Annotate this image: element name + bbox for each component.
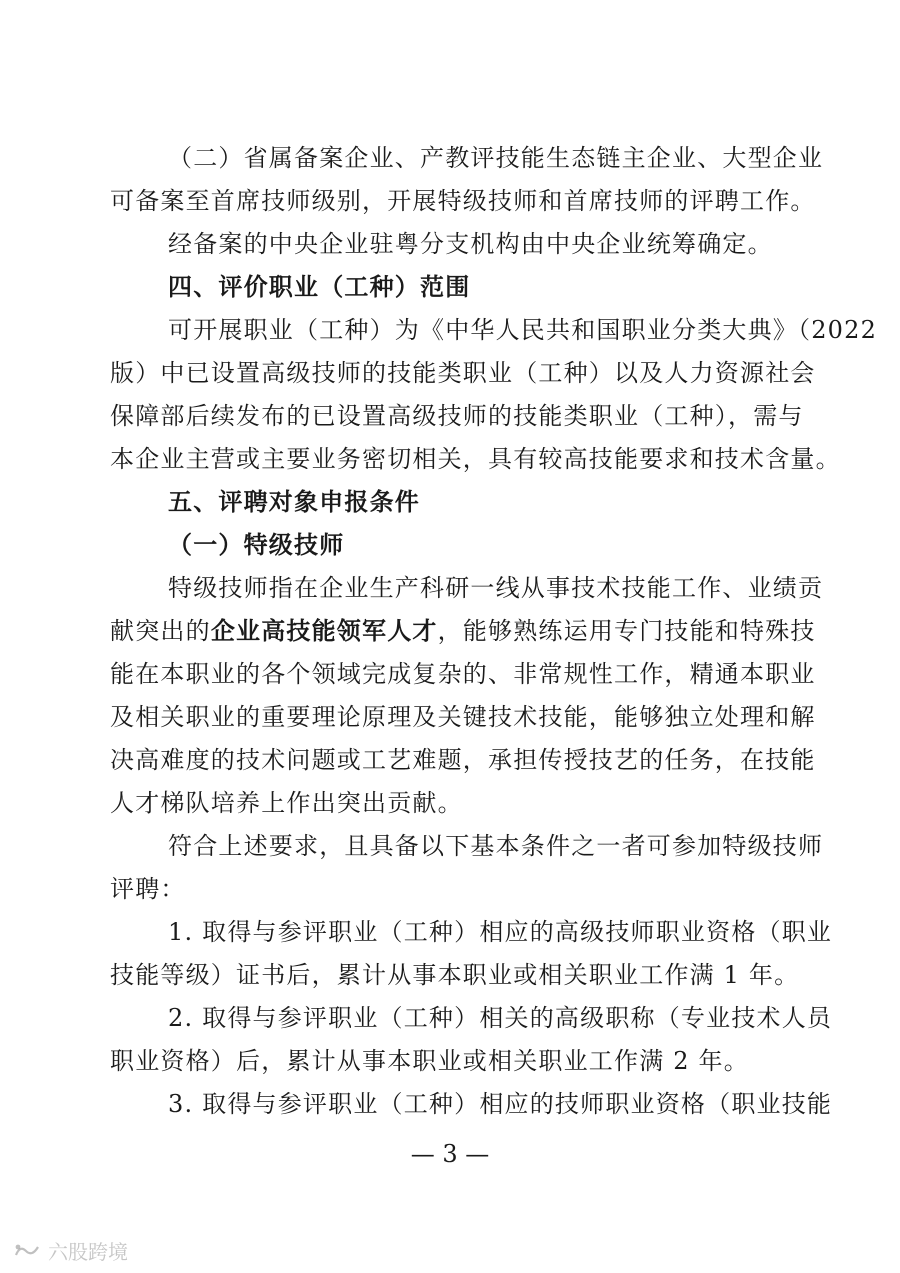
paragraph-line: 保障部后续发布的已设置高级技师的技能类职业（工种），需与 — [110, 402, 804, 430]
subsection-heading: （一）特级技师 — [168, 531, 345, 559]
paragraph-line: 经备案的中央企业驻粤分支机构由中央企业统筹确定。 — [168, 230, 773, 258]
watermark-text: 六股跨境 — [48, 1240, 128, 1264]
text-run: ，能够熟练运用专门技能和特殊技 — [437, 617, 816, 645]
page-number: — 3 — — [410, 1140, 490, 1168]
paragraph-line: 特级技师指在企业生产科研一线从事技术技能工作、业绩贡 — [168, 574, 824, 602]
list-item-line: 职业资格）后，累计从事本职业或相关职业工作满 2 年。 — [110, 1047, 749, 1075]
section-heading: 五、评聘对象申报条件 — [168, 488, 420, 516]
paragraph-line — [110, 615, 816, 647]
watermark — [12, 1236, 128, 1265]
paragraph-line: 人才梯队培养上作出突出贡献。 — [110, 789, 463, 817]
list-item-line: 2. 取得与参评职业（工种）相关的高级职称（专业技术人员 — [168, 1004, 833, 1032]
list-item-line: 技能等级）证书后，累计从事本职业或相关职业工作满 1 年。 — [110, 961, 800, 989]
list-item-line: 1. 取得与参评职业（工种）相应的高级技师职业资格（职业 — [168, 918, 833, 946]
brand-logo-icon — [12, 1241, 42, 1261]
paragraph-line: 可开展职业（工种）为《中华人民共和国职业分类大典》（2022 — [168, 316, 878, 344]
text-run: 献突出的 — [110, 617, 211, 645]
paragraph-line: 决高难度的技术问题或工艺难题，承担传授技艺的任务，在技能 — [110, 746, 816, 774]
paragraph-line: 能在本职业的各个领域完成复杂的、非常规性工作，精通本职业 — [110, 660, 816, 688]
paragraph-line: 及相关职业的重要理论原理及关键技术技能，能够独立处理和解 — [110, 703, 816, 731]
paragraph-line: 版）中已设置高级技师的技能类职业（工种）以及人力资源社会 — [110, 359, 816, 387]
section-heading: 四、评价职业（工种）范围 — [168, 273, 471, 301]
paragraph-line: 本企业主营或主要业务密切相关，具有较高技能要求和技术含量。 — [110, 445, 841, 473]
paragraph-line: 评聘： — [110, 875, 186, 903]
list-item-line: 3. 取得与参评职业（工种）相应的技师职业资格（职业技能 — [168, 1090, 833, 1118]
emphasis-text: 企业高技能领军人才 — [210, 617, 438, 645]
paragraph-line: （二）省属备案企业、产教评技能生态链主企业、大型企业 — [168, 144, 824, 172]
paragraph-line: 可备案至首席技师级别，开展特级技师和首席技师的评聘工作。 — [110, 187, 816, 215]
paragraph-line: 符合上述要求，且具备以下基本条件之一者可参加特级技师 — [168, 832, 824, 860]
